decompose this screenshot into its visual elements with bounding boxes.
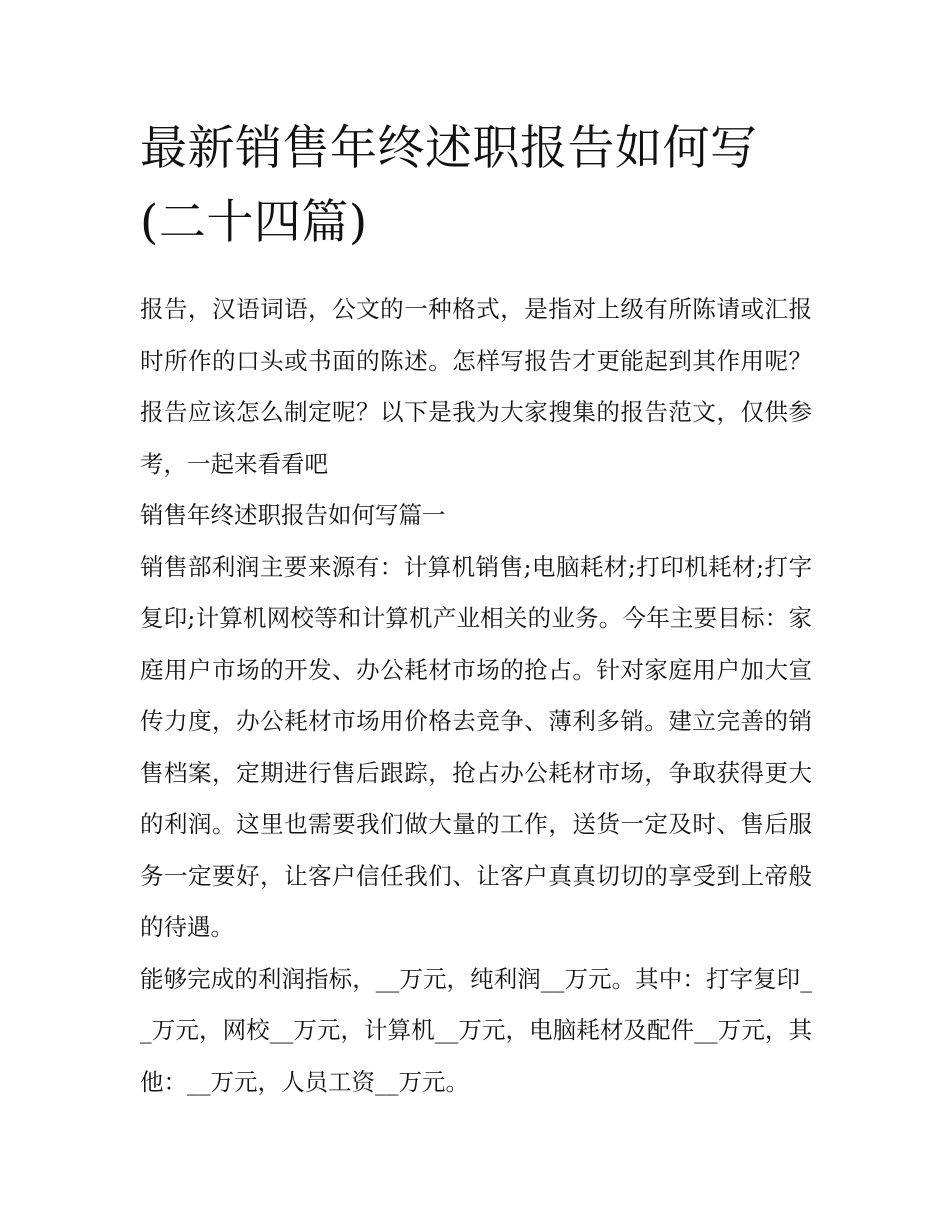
document-page bbox=[140, 112, 812, 1108]
body-paragraph: 销售部利润主要来源有：计算机销售;电脑耗材;打印机耗材;打字复印;计算机网校等和计算机产业相关的业务。今年主要目标：家庭用户市场的开发、办公耗材市场的抢占。针对家庭用户加大宣传力度，办公耗材市场用价格去竞争、薄利多销。建立完善的销售档案，定期进行售后跟踪，抢占办公耗材市场，争取获得更大的利润。这里也需要我们做大量的工作，送货一定及时、售后服务一定要好，让客户信任我们、让客户真真切切的享受到上帝般的待遇。 bbox=[140, 552, 812, 941]
body-paragraph: 能够完成的利润指标，__万元，纯利润__万元。其中：打字复印__万元，网校__万元，计算机__万元，电脑耗材及配件__万元，其他：__万元，人员工资__万元。 bbox=[140, 964, 812, 1096]
section-heading: 销售年终述职报告如何写篇一 bbox=[140, 501, 446, 529]
document-title: 最新销售年终述职报告如何写(二十四篇) bbox=[140, 121, 758, 250]
intro-paragraph: 报告，汉语词语，公文的一种格式，是指对上级有所陈请或汇报时所作的口头或书面的陈述。怎样写报告才更能起到其作用呢？报告应该怎么制定呢？以下是我为大家搜集的报告范文，仅供参考，一起来看看吧 bbox=[140, 295, 812, 478]
document-body bbox=[140, 284, 812, 1108]
